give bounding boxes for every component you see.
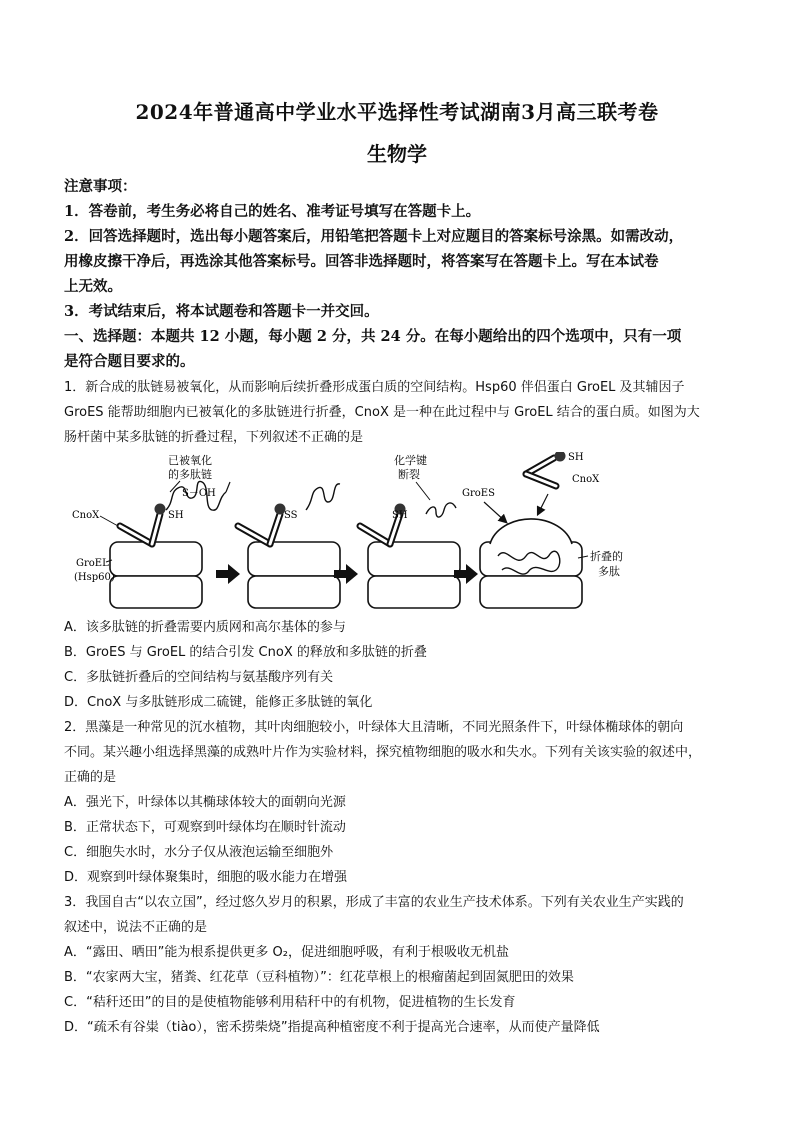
folded-polypeptide-label: 多肽: [598, 565, 620, 578]
bond-break-label: 化学键: [394, 454, 427, 467]
q2-option-b: B．正常状态下，可观察到叶绿体均在顺时针流动: [64, 820, 346, 835]
q1-option-d: D．CnoX 与多肽链形成二硫键，能修正多肽链的氧化: [64, 695, 373, 710]
sh-label: SH: [392, 510, 408, 521]
q3-option-a: A．“露田、晒田”能为根系提供更多 O₂，促进细胞呼吸，有利于根吸收无机盐: [64, 945, 509, 960]
q1-stem-line: GroES 能帮助细胞内已被氧化的多肽链进行折叠，CnoX 是一种在此过程中与 GroEL 结合的蛋白质。如图为大: [64, 405, 700, 420]
section-heading: 一、选择题：本题共 12 小题，每小题 2 分，共 24 分。在每小题给出的四个选项中，只有一项: [64, 328, 682, 345]
q1-option-a: A．该多肽链的折叠需要内质网和高尔基体的参与: [64, 620, 346, 635]
stage-3: [360, 503, 460, 608]
stage-4: [480, 452, 582, 608]
groes-label: GroES: [462, 488, 495, 499]
q1-stem-line: 肠杆菌中某多肽链的折叠过程，下列叙述不正确的是: [64, 430, 364, 445]
notice-line: 3．考试结束后，将本试题卷和答题卡一并交回。: [64, 303, 379, 320]
q3-stem-line: 叙述中，说法不正确的是: [64, 920, 208, 935]
subject-title: 生物学: [367, 142, 427, 166]
arrow-icon: [216, 564, 240, 584]
stage-2: [238, 484, 340, 608]
groel-label: (Hsp60): [74, 572, 115, 583]
q1-stem-line: 1．新合成的肽链易被氧化，从而影响后续折叠形成蛋白质的空间结构。Hsp60 伴侣蛋白 GroEL 及其辅因子: [64, 380, 685, 395]
q3-stem-line: 3．我国自古“以农立国”，经过悠久岁月的积累，形成了丰富的农业生产技术体系。下列有关农业生产实践的: [64, 895, 684, 910]
cnox-label: CnoX: [572, 474, 600, 485]
q3-option-b: B．“农家两大宝，猪粪、红花草（豆科植物）”：红花草根上的根瘤菌起到固氮肥田的效果: [64, 970, 574, 985]
sh-label: SH: [568, 452, 584, 463]
bond-break-label: 断裂: [398, 468, 420, 481]
ss-label: SS: [284, 510, 298, 521]
notice-line: 上无效。: [64, 278, 122, 295]
sh-label: SH: [168, 510, 184, 521]
exam-title: 2024年普通高中学业水平选择性考试湖南3月高三联考卷: [135, 100, 659, 124]
q1-option-b: B．GroES 与 GroEL 的结合引发 CnoX 的释放和多肽链的折叠: [64, 645, 427, 660]
q2-option-c: C．细胞失水时，水分子仅从液泡运输至细胞外: [64, 845, 334, 860]
section-heading: 是符合题目要求的。: [64, 353, 195, 370]
q1-option-c: C．多肽链折叠后的空间结构与氨基酸序列有关: [64, 670, 334, 685]
folded-polypeptide-label: 折叠的: [590, 550, 623, 563]
q2-stem-line: 2．黑藻是一种常见的沉水植物，其叶肉细胞较小，叶绿体大且清晰，不同光照条件下，叶绿体椭球体的朝向: [64, 720, 684, 735]
stage-1: [110, 481, 230, 608]
q2-option-d: D．观察到叶绿体聚集时，细胞的吸水能力在增强: [64, 870, 348, 885]
q2-stem-line: 正确的是: [64, 770, 117, 785]
notice-line: 用橡皮擦干净后，再选涂其他答案标号。回答非选择题时，将答案写在答题卡上。写在本试卷: [64, 253, 659, 270]
notice-line: 1．答卷前，考生务必将自己的姓名、准考证号填写在答题卡上。: [64, 203, 481, 220]
oxidized-chain-label: 的多肽链: [168, 468, 212, 481]
soh-label: S－OH: [182, 488, 216, 499]
q2-stem-line: 不同。某兴趣小组选择黑藻的成熟叶片作为实验材料，探究植物细胞的吸水和失水。下列有关该实验的叙述中，: [64, 745, 702, 760]
oxidized-chain-label: 已被氧化: [168, 454, 212, 467]
q2-option-a: A．强光下，叶绿体以其椭球体较大的面朝向光源: [64, 795, 346, 810]
q3-option-d: D．“疏禾有谷粜（tiào），密禾捞柴烧”指提高种植密度不利于提高光合速率，从而使产量降低: [64, 1020, 600, 1035]
q3-option-c: C．“秸秆还田”的目的是使植物能够利用秸秆中的有机物，促进植物的生长发育: [64, 995, 516, 1010]
cnox-label: CnoX: [72, 510, 100, 521]
notice-heading: 注意事项：: [64, 178, 137, 195]
notice-line: 2．回答选择题时，选出每小题答案后，用铅笔把答题卡上对应题目的答案标号涂黑。如需改动，: [64, 228, 684, 245]
groel-label: GroEL: [76, 558, 109, 569]
q1-folding-figure: [70, 452, 650, 610]
